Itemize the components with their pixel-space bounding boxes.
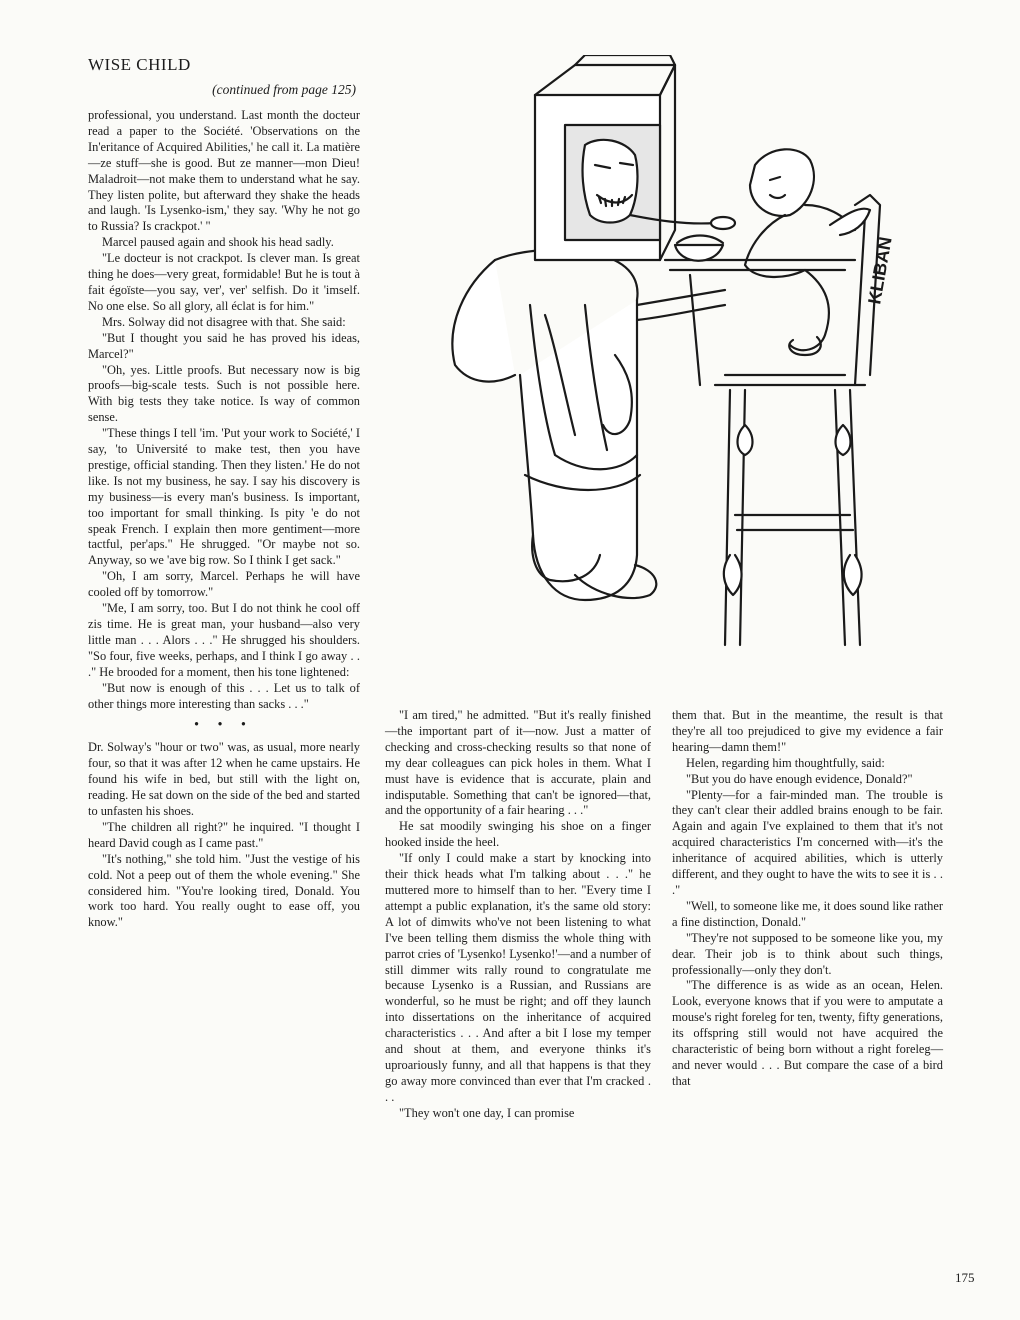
paragraph: "If only I could make a start by knocking into their thick heads what I'm talking about . . ." he muttered more to himself than to her. "Every time I attempt a public explanation, it's the same old story: A lot of dimwits who've not been listening to what I've been telling them dismiss the whole thing with parrot cries of 'Lysenko! Lysenko!'—and a number of still dimmer wits rally round to congratulate me because Lysenko is a Russian, and Russians are wonderful, so he must be right; and off they launch into dissertations on the inheritance of acquired characteristics . . . And after a bit I lose my temper and shout at them, and everyone thinks it's uproariously funny, and all that happens is that they go away more convinced than ever that I'm cracked . . . xyxy=(385,851,651,1104)
paragraph: Marcel paused again and shook his head sadly. xyxy=(102,235,334,250)
paragraph: "Well, to someone like me, it does sound like rather a fine distinction, Donald." xyxy=(672,898,943,929)
paragraph: Helen, regarding him thoughtfully, said: xyxy=(686,755,885,770)
paragraph: "It's nothing," she told him. "Just the vestige of his cold. Not a peep out of them the whole evening." She considered him. "You're looking tired, Donald. You work too hard. You really ought to ease off, you know." xyxy=(88,851,360,930)
paragraph: "The children all right?" he inquired. "I thought I heard David cough as I came past." xyxy=(88,819,360,850)
article-title: WISE CHILD xyxy=(88,55,191,74)
paragraph: "They're not supposed to be someone like you, my dear. Their job is to think about such things, professionally—only they don't. xyxy=(672,930,943,977)
text-column-1 xyxy=(88,108,360,931)
text-column-2 xyxy=(385,708,651,1122)
paragraph: "Le docteur is not crackpot. Is clever man. Is great thing he does—very great, formidable! But he is tout à fait égoïste—you say, ver', ver' selfish. Do it 'imself. No one else. So all glory, all éclat is for him." xyxy=(88,251,360,313)
paragraph: "But you do have enough evidence, Donald?" xyxy=(686,771,913,786)
text-column-3 xyxy=(672,708,943,1090)
paragraph: "These things I tell 'im. 'Put your work to Société,' I say, 'to Université to make test, then you have prestige, official standing. Then they listen.' He do not like. Is not my business, he say. I say his discovery is my business—is every man's business. Is important, too important for small thinking. Is pity 'e do not speak French. I explain then more gentiment—more tactful, per'aps." He shrugged. "Or maybe not so. Anyway, so we 'ave big row. So I think I get sack." xyxy=(88,426,360,568)
paragraph: Mrs. Solway did not disagree with that. She said: xyxy=(102,314,346,329)
section-separator: • • • xyxy=(194,717,254,732)
paragraph: "I am tired," he admitted. "But it's really finished—the important part of it—now. Just a matter of checking and cross-checking results so that none of my dear colleagues can pick holes in them. What I must have is evidence that is accurate, plain and indisputable. Something that can't be ignored—that, and the opportunity of a fair hearing . . ." xyxy=(385,708,651,818)
paragraph: "Me, I am sorry, too. But I do not think he cool off zis time. He is great man, your husband—also very little man . . . Alors . . ." He shrugged his shoulders. "So four, five weeks, perhaps, and I think I go away . . ." He brooded for a moment, then his tone lightened: xyxy=(88,601,360,679)
paragraph: professional, you understand. Last month the docteur read a paper to the Société. 'Observations on the In'eritance of Acquired Abilities,' he call it. La matière—ze stuff—she is good. But ze manner—mon Dieu! Maladroit—not make them to understand what he say. They listen polite, but afterward they shake the heads and laugh. 'Is Lysenko-ism,' they say. 'Why he not go to Russia? Is crackpot.' " xyxy=(88,108,360,234)
continued-note: (continued from page 125) xyxy=(212,82,356,97)
paragraph: "But I thought you said he has proved his ideas, Marcel?" xyxy=(88,330,360,361)
paragraph: "Oh, I am sorry, Marcel. Perhaps he will have cooled off by tomorrow." xyxy=(88,569,360,600)
paragraph: He sat moodily swinging his shoe on a finger hooked inside the heel. xyxy=(385,819,651,850)
paragraph: "The difference is as wide as an ocean, Helen. Look, everyone knows that if you were to amputate a mouse's right foreleg for ten, twenty, fifty generations, its offspring still would not have acquired the characteristic of being born without a right foreleg—and never would . . . But compare the case of a bird that xyxy=(672,978,943,1088)
paragraph: them that. But in the meantime, the result is that they're all too prejudiced to give my evidence a fair hearing—damn them!" xyxy=(672,708,943,754)
cartoon-illustration xyxy=(425,55,945,665)
paragraph: Dr. Solway's "hour or two" was, as usual, more nearly four, so that it was after 12 when he came upstairs. He found his wife in bed, but still with the light on, reading. He sat down on the side of the bed and started to unfasten his shoes. xyxy=(88,740,360,818)
page-number: 175 xyxy=(955,1270,975,1285)
paragraph: "Oh, yes. Little proofs. But necessary now is big proofs—big-scale tests. Such is not possible here. With big tests they take notice. Is way of common sense. xyxy=(88,362,360,425)
paragraph: "They won't one day, I can promise xyxy=(399,1105,575,1120)
artist-signature: KLIBAN xyxy=(864,235,896,306)
paragraph: "Plenty—for a fair-minded man. The trouble is they can't clear their addled brains enough to be fair. Again and again I've explained to them that it's not acquired characteristics I'm concerned with—it's the inheritance of acquired abilities, which is utterly different, and they ought to have the wits to see it is . . ." xyxy=(672,787,943,897)
paragraph: "But now is enough of this . . . Let us to talk of other things more interesting than sacks . . ." xyxy=(88,680,360,711)
